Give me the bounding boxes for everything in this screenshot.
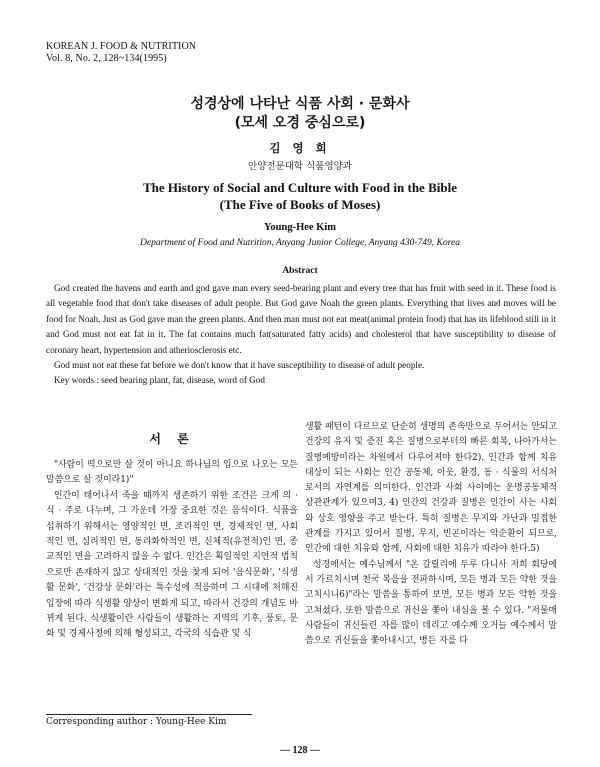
page-number: — 128 — <box>280 745 320 756</box>
right-column <box>305 420 557 649</box>
abstract-paragraph: God must not eat these fat before we don't know that it have susceptibility to disease of adult people. <box>54 360 425 371</box>
english-author: Young-Hee Kim <box>263 222 337 233</box>
corresponding-author: Corresponding author : Young-Hee Kim <box>46 717 227 727</box>
english-subtitle: (The Five of Books of Moses) <box>219 197 381 212</box>
english-affiliation: Department of Food and Nutrition, Anyang Junior College, Anyang 430-749, Korea <box>140 238 460 248</box>
english-title: The History of Social and Culture with Food in the Bible <box>143 180 457 195</box>
korean-affiliation: 안양전문대학 식품영양과 <box>248 161 352 172</box>
keywords: Key words : seed bearing plant, fat, disease, word of God <box>54 375 265 386</box>
journal-name: KOREAN J. FOOD & NUTRITION <box>46 41 197 52</box>
korean-title: 성경상에 나타난 식품 사회 · 문화사 <box>190 96 410 112</box>
opening-quote: "사람이 떡으로만 살 것이 아니요 하나님의 입으로 나오는 모든 말씀으로 살 것이라1)" <box>46 460 298 486</box>
body-paragraph: 인간이 태어나서 죽을 때까지 생존하기 위한 조건은 크게 의 · 식 · 주로 나누며, 그 가운데 가장 중요한 것은 음식이다. 식품을 섭취하기 위해서는 영양적인 면, 조리적인 면, 경제적인 면, 사회적인 면, 심리적인 면, 동리화학적인 면, 신체적(유전적)인 면, 종교적인 면을 고려하지 않을 수 없다. 인간은 획일적인 지연적 법칙으로만 존재하지 않고 상대적인 것을 찾게 되어 '음식문화', '식생활 문화', '건강상 문화'라는 특수성에 적응하며 그 시대에 처해진 입장에 따라 식생활 양상이 변화게 되고, 따라서 건강의 개념도 바뀌게 된다. 식생활이란 사람들이 생활하는 지역의 기후, 풍토, 문화 및 경제사정에 의해 형성되고, 각국의 식습관 및 식 <box>46 490 298 640</box>
abstract-body <box>46 281 556 389</box>
abstract-heading: Abstract <box>282 266 318 276</box>
journal-volume: Vol. 8, No. 2, 128~134(1995) <box>46 53 167 64</box>
body-paragraph: 생활 패턴이 다르므로 단순히 생명의 존속만으로 두어서는 안되고 건강의 유지 및 증진 혹은 질병으로부터의 빠른 회복, 나아가서는 질병예방이라는 차원에서 다루어져야 한다2). 인간과 함께 치유 대상이 되는 사회는 인간 공동체, 이웃, 환경, 동 · 식물의 서식처로서의 자연계를 의미한다. 인간과 사회 사이에는 운명공동체적 상관관계가 있으며3, 4) 인간의 건강과 질병은 인간이 사는 사회와 상호 영향을 주고 받는다. 특히 질병은 무지와 가난과 밀접한 관계를 가지고 있어서 질병, 무지, 빈곤이라는 악순환이 되므로, 인간에 대한 치유와 함께, 사회에 대한 치유가 따라야 한다.5) <box>305 422 557 555</box>
korean-author: 김 영 희 <box>269 141 331 155</box>
left-column <box>46 458 298 643</box>
abstract-paragraph: God created the havens and earth and god gave man every seed-bearing plant and every tree that has fruit with seed in it. These food is all vegetable food that don't take diseases of adult people. But God gave Noah the green plants. Everything that lives and moves will be food for Noah. Just as God gave man the green plants. And then man must not eat meat(animal protein food) that has its lifeblood still in it and God must not eat fat in it. The fat contains much fat(saturated fatty acids) and cholesterol that have susceptibility to disease of coronary heart, hypertension and atheriosclerosis etc. <box>46 283 556 355</box>
body-paragraph: 성경에서는 예수님께서 "온 갈릴리에 두루 다니사 저희 회당에서 가르치시며 천국 복음을 전파하시며, 모든 병과 모든 약한 것을 고치시니6)"라는 말씀을 통하여 보면, 모든 병과 모든 약한 것을 고쳐셨다. 또한 말씀으로 귀신을 쫓아 내심을 볼 수 있다. "저물매 사람들이 귀신들린 자를 많이 데리고 예수께 오거늘 예수께서 말씀으로 귀신들을 쫓아내시고, 병든 자를 다 <box>305 559 557 647</box>
journal-header <box>46 41 196 65</box>
korean-subtitle: (모세 오경 중심으로) <box>234 115 366 131</box>
section-heading-introduction: 서 론 <box>149 432 195 446</box>
footnote-divider <box>46 714 252 715</box>
